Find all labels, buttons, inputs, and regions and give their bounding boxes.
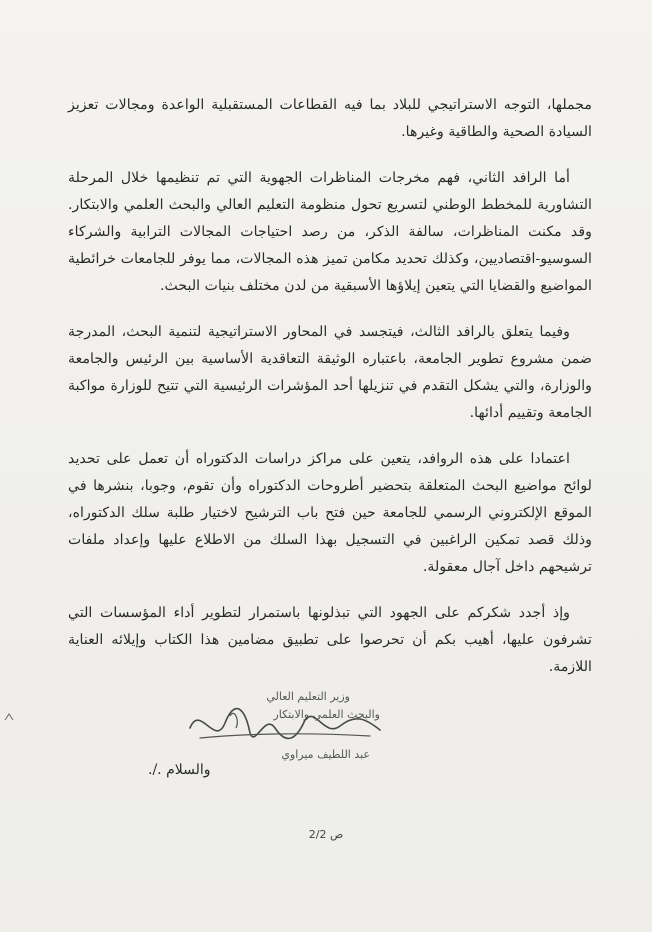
paragraph-3: وفيما يتعلق بالرافد الثالث، فيتجسد في المحاور الاستراتيجية لتنمية البحث، المدرجة ضمن مشروع تطوير الجامعة، باعتباره الوثيقة التعاقدية الأساسية بين الرئيس والجامعة والوزارة، والتي يشكل التقدم في تنزيلها أحد المؤشرات الرئيسية التي تتيح للوزارة مواكبة الجامعة وتقييم أدائها. <box>68 324 592 421</box>
signature-name: عبد اللطيف ميراوي <box>281 748 370 761</box>
margin-mark <box>4 712 14 722</box>
paragraph-1: مجملها، التوجه الاستراتيجي للبلاد بما فيه القطاعات المستقبلية الواعدة ومجالات تعزيز السيادة الصحية والطاقية وغيرها. <box>68 97 592 140</box>
minister-signature <box>170 690 390 770</box>
paragraph-2: أما الرافد الثاني، فهم مخرجات المناظرات الجهوية التي تم تنظيمها خلال المرحلة التشاورية للمخطط الوطني لتسريع تحول منظومة التعليم العالي والبحث العلمي والابتكار. وقد مكنت المناظرات، سالفة الذكر، من رصد احتياجات المجالات الترابية والشركاء السوسيو-اقتصاديين، وكذلك تحديد مكامن تميز هذه المجالات، مما يوفر للجامعات خرائطية المواضيع والقضايا التي يتعين إيلاؤها الأسبقية من لدن مختلف بنيات البحث. <box>68 170 592 294</box>
closing-salutation: والسلام ./. <box>148 762 211 778</box>
signature-title-line-1: وزير التعليم العالي <box>266 690 350 703</box>
paragraph-5: وإذ أجدد شكركم على الجهود التي تبذلونها باستمرار لتطوير أداء المؤسسات التي تشرفون عليها، أهيب بكم أن تحرصوا على تطبيق مضامين هذا الكتاب وإيلائه العناية اللازمة. <box>68 605 592 675</box>
letter-body <box>68 92 592 700</box>
paragraph-4: اعتمادا على هذه الروافد، يتعين على مراكز دراسات الدكتوراه أن تعمل على تحديد لوائح مواضيع البحث المتعلقة بتحضير أطروحات الدكتوراه وأن تقوم، وجوبا، بنشرها في الموقع الإلكتروني الرسمي للجامعة حين فتح باب الترشيح لاختيار طلبة سلك الدكتوراه، وذلك قصد تمكين الراغبين في التسجيل بهذا السلك من الاطلاع عليها وإعداد ملفات ترشيحهم داخل آجال معقولة. <box>68 451 592 575</box>
signature-title-line-2: والبحث العلمي والابتكار <box>273 708 380 721</box>
page-number: ص 2/2 <box>308 828 344 841</box>
